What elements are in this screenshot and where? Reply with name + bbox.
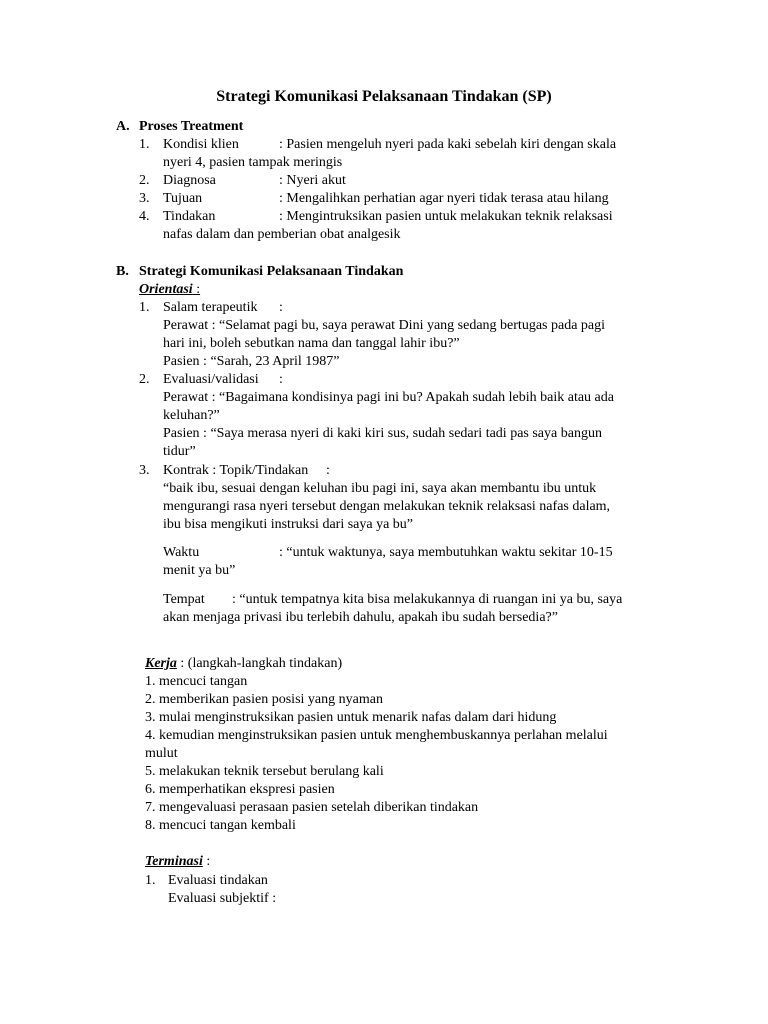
- dialogue-line: Pasien : “Sarah, 23 April 1987”: [163, 354, 340, 369]
- list-number: 1.: [139, 300, 150, 315]
- dialogue-line: Pasien : “Saya merasa nyeri di kaki kiri sus, sudah sedari tadi pas saya bangun: [163, 426, 602, 441]
- dialogue-line: tidur”: [163, 444, 196, 459]
- salam-colon: :: [279, 300, 283, 315]
- section-a-heading: Proses Treatment: [139, 119, 244, 134]
- kerja-step: 5. melakukan teknik tersebut berulang kali: [145, 764, 384, 779]
- kerja-rest: : (langkah-langkah tindakan): [176, 656, 343, 671]
- kontrak-label: Kontrak : Topik/Tindakan: [163, 463, 309, 478]
- kerja-step: 7. mengevaluasi perasaan pasien setelah diberikan tindakan: [145, 800, 479, 815]
- waktu-value: : “untuk waktunya, saya membutuhkan waktu sekitar 10-15: [279, 545, 613, 560]
- list-number: 4.: [139, 209, 150, 224]
- dialogue-line: hari ini, boleh sebutkan nama dan tanggal lahir ibu?”: [163, 336, 460, 351]
- terminasi-label: Terminasi: [145, 854, 203, 869]
- item-label: Diagnosa: [163, 173, 216, 188]
- dialogue-line: ibu bisa mengikuti instruksi dari saya ya bu”: [163, 517, 414, 532]
- waktu-continuation: menit ya bu”: [163, 563, 236, 578]
- section-b-heading: Strategi Komunikasi Pelaksanaan Tindakan: [139, 264, 404, 279]
- terminasi-item: Evaluasi tindakan: [168, 873, 268, 888]
- waktu-label: Waktu: [163, 545, 200, 560]
- list-number: 2.: [139, 372, 150, 387]
- kerja-step: 1. mencuci tangan: [145, 674, 248, 689]
- kerja-heading: [145, 655, 342, 673]
- terminasi-heading: [145, 853, 210, 871]
- kerja-step: 6. memperhatikan ekspresi pasien: [145, 782, 335, 797]
- orientasi-heading: [139, 281, 200, 299]
- kontrak-colon: :: [326, 463, 330, 478]
- terminasi-sub: Evaluasi subjektif :: [168, 891, 277, 906]
- kerja-label: Kerja: [145, 656, 177, 671]
- kerja-step: 4. kemudian menginstruksikan pasien untuk menghembuskannya perlahan melalui: [145, 728, 608, 743]
- orientasi-colon: :: [192, 282, 201, 297]
- item-value: : Mengintruksikan pasien untuk melakukan teknik relaksasi: [279, 209, 613, 224]
- item-value-continuation: nafas dalam dan pemberian obat analgesik: [163, 227, 401, 242]
- dialogue-line: keluhan?”: [163, 408, 220, 423]
- list-number: 3.: [139, 463, 150, 478]
- dialogue-line: Perawat : “Selamat pagi bu, saya perawat Dini yang sedang bertugas pada pagi: [163, 318, 606, 333]
- evaluasi-colon: :: [279, 372, 283, 387]
- list-number: 2.: [139, 173, 150, 188]
- kerja-step: 2. memberikan pasien posisi yang nyaman: [145, 692, 383, 707]
- tempat-value: : “untuk tempatnya kita bisa melakukannya di ruangan ini ya bu, saya: [232, 592, 623, 607]
- dialogue-line: “baik ibu, sesuai dengan keluhan ibu pagi ini, saya akan membantu ibu untuk: [163, 481, 597, 496]
- dialogue-line: mengurangi rasa nyeri tersebut dengan melakukan teknik relaksasi nafas dalam,: [163, 499, 611, 514]
- kerja-step: 3. mulai menginstruksikan pasien untuk menarik nafas dalam dari hidung: [145, 710, 557, 725]
- item-label: Tujuan: [163, 191, 203, 206]
- kerja-step: mulut: [145, 746, 178, 761]
- item-value: : Nyeri akut: [279, 173, 346, 188]
- list-number: 1.: [139, 137, 150, 152]
- list-number: 1.: [145, 873, 156, 888]
- section-b-letter: B.: [116, 264, 129, 279]
- section-a-letter: A.: [116, 119, 130, 134]
- evaluasi-label: Evaluasi/validasi: [163, 372, 259, 387]
- item-value-continuation: nyeri 4, pasien tampak meringis: [163, 155, 343, 170]
- tempat-continuation: akan menjaga privasi ibu terlebih dahulu, apakah ibu sudah bersedia?”: [163, 610, 558, 625]
- item-label: Kondisi klien: [163, 137, 239, 152]
- orientasi-label: Orientasi: [139, 282, 193, 297]
- salam-label: Salam terapeutik: [163, 300, 258, 315]
- item-value: : Pasien mengeluh nyeri pada kaki sebelah kiri dengan skala: [279, 137, 617, 152]
- dialogue-line: Perawat : “Bagaimana kondisinya pagi ini bu? Apakah sudah lebih baik atau ada: [163, 390, 614, 405]
- tempat-label: Tempat: [163, 592, 205, 607]
- kerja-step: 8. mencuci tangan kembali: [145, 818, 296, 833]
- item-value: : Mengalihkan perhatian agar nyeri tidak terasa atau hilang: [279, 191, 609, 206]
- list-number: 3.: [139, 191, 150, 206]
- document-title: Strategi Komunikasi Pelaksanaan Tindakan (SP): [216, 88, 552, 105]
- item-label: Tindakan: [163, 209, 216, 224]
- terminasi-colon: :: [202, 854, 211, 869]
